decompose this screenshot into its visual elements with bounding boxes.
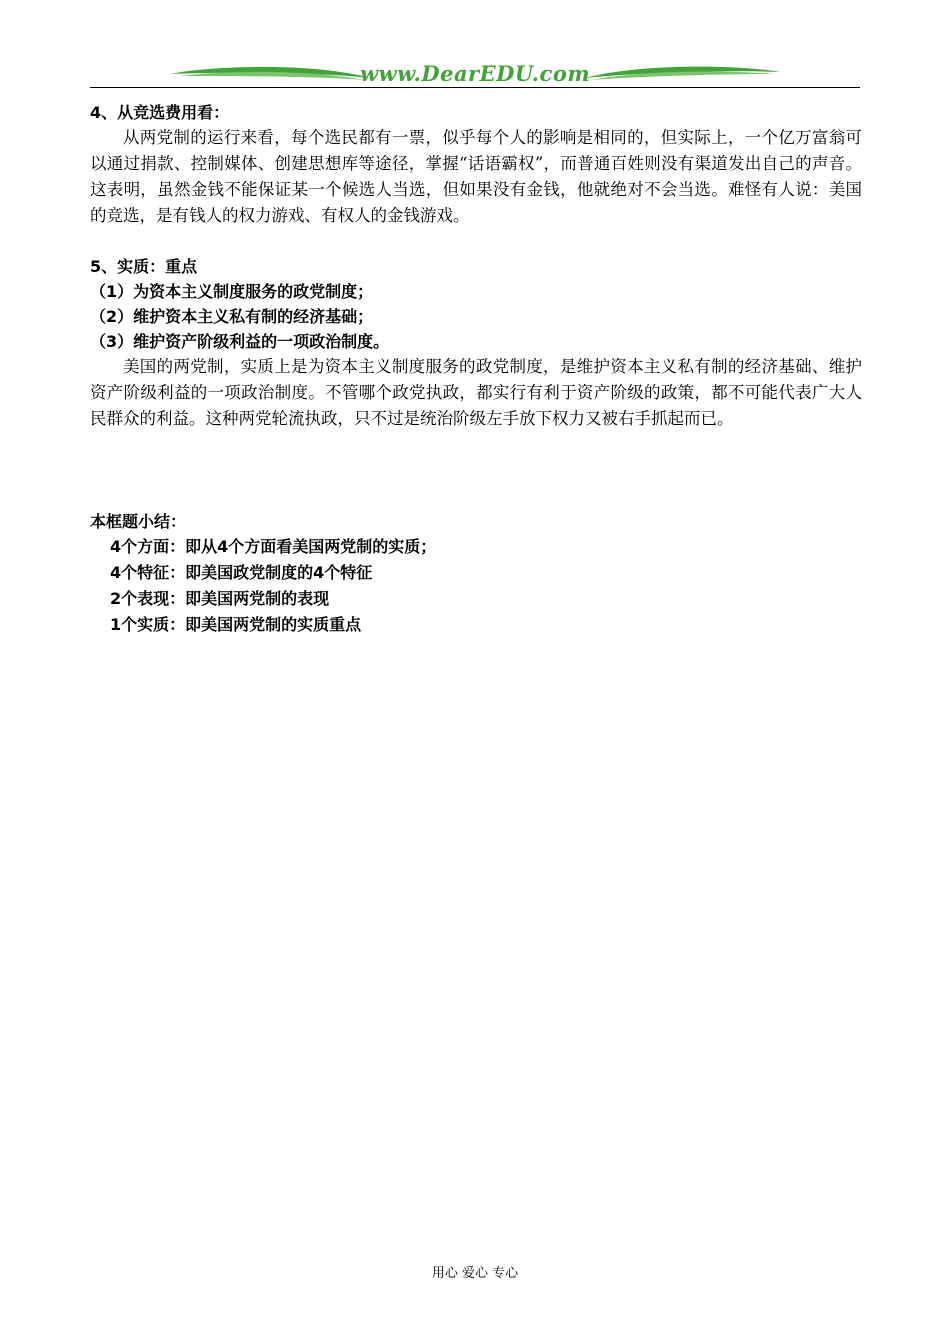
section-5-point-1: （1）为资本主义制度服务的政党制度； [90,282,374,301]
summary-item-1: 4个方面：即从4个方面看美国两党制的实质； [110,537,437,556]
section-5-point-3: （3）维护资产阶级利益的一项政治制度。 [90,332,390,351]
header-rule [90,87,860,88]
spacer [90,229,862,254]
site-logo: www.DearEDU.com [359,61,591,86]
summary-heading: 本框题小结： [90,512,187,531]
summary-item-3: 2个表现：即美国两党制的表现 [110,589,330,608]
right-swoosh-icon [585,62,780,86]
section-5-point-2: （2）维护资本主义私有制的经济基础； [90,307,374,326]
section-5-heading: 5、实质：重点 [90,257,198,276]
summary-item-4: 1个实质：即美国两党制的实质重点 [110,615,362,634]
spacer [90,432,862,509]
summary-item-2: 4个特征：即美国政党制度的4个特征 [110,563,373,582]
section-4-paragraph: 从两党制的运行来看，每个选民都有一票，似乎每个人的影响是相同的，但实际上，一个亿万富翁可以通过捐款、控制媒体、创建思想库等途径，掌握“话语霸权”，而普通百姓则没有渠道发出自己的声音。这表明，虽然金钱不能保证某一个候选人当选，但如果没有金钱，他就绝对不会当选。难怪有人说：美国的竞选，是有钱人的权力游戏、有权人的金钱游戏。 [90,128,862,225]
document-body [90,100,862,638]
page-header [90,56,860,90]
section-4-heading: 4、从竞选费用看： [90,103,230,122]
page-footer: 用心 爱心 专心 [431,1266,519,1281]
section-5-paragraph: 美国的两党制，实质上是为资本主义制度服务的政党制度，是维护资本主义私有制的经济基础、维护资产阶级利益的一项政治制度。不管哪个政党执政，都实行有利于资产阶级的政策，都不可能代表广大人民群众的利益。这种两党轮流执政，只不过是统治阶级左手放下权力又被右手抓起而已。 [90,357,862,428]
